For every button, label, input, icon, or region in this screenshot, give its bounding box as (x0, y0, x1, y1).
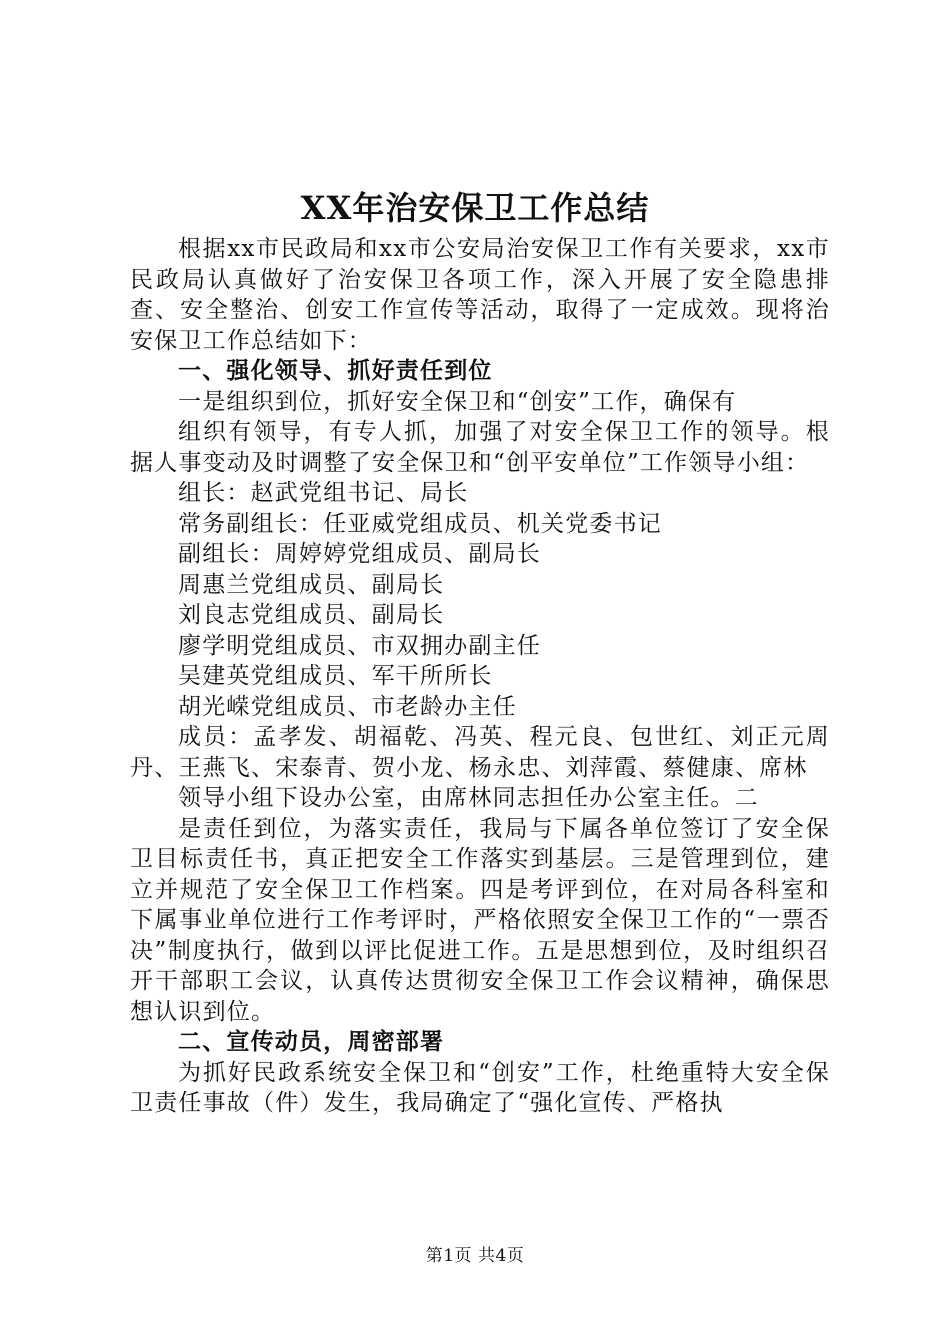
paragraph-intro: 根据xx市民政局和xx市公安局治安保卫工作有关要求，xx市民政局认真做好了治安保卫各项工作，深入开展了安全隐患排查、安全整治、创安工作宣传等活动，取得了一定成效。现将治安保卫工作总结如下： (130, 236, 830, 354)
section-heading-2: 二、宣传动员，周密部署 (178, 1029, 445, 1055)
paragraph-leadership: 组织有领导，有专人抓，加强了对安全保卫工作的领导。根据人事变动及时调整了安全保卫和“创平安单位”工作领导小组： (130, 419, 830, 476)
document-title: XX年治安保卫工作总结 (300, 189, 650, 227)
section-heading-1: 一、强化领导、抓好责任到位 (178, 358, 493, 384)
paragraph-responsibility: 是责任到位，为落实责任，我局与下属各单位签订了安全保卫目标责任书，真正把安全工作落实到基层。三是管理到位，建立并规范了安全保卫工作档案。四是考评到位，在对局各科室和下属事业单位进行工作考评时，严格依照安全保卫工作的“一票否决”制度执行，做到以评比促进工作。五是思想到位，及时组织召开干部职工会议，认真传达贯彻安全保卫工作会议精神，确保思想认识到位。 (130, 815, 830, 1025)
paragraph-office: 领导小组下设办公室，由席林同志担任办公室主任。二 (178, 785, 759, 811)
list-item-deputy-6: 胡光嵘党组成员、市老龄办主任 (178, 693, 517, 720)
paragraph-members: 成员：孟孝发、胡福乾、冯英、程元良、包世红、刘正元周丹、王燕飞、宋泰青、贺小龙、杨永忠、刘萍霞、蔡健康、席林 (130, 724, 830, 781)
paragraph-publicity: 为抓好民政系统安全保卫和“创安”工作，杜绝重特大安全保卫责任事故（件）发生，我局确定了“强化宣传、严格执 (130, 1059, 830, 1116)
list-item-deputy-5: 吴建英党组成员、军干所所长 (178, 663, 493, 689)
paragraph-organization: 一是组织到位，抓好安全保卫和“创安”工作，确保有 (178, 388, 737, 415)
list-item-deputy-4: 廖学明党组成员、市双拥办副主任 (178, 632, 541, 659)
document-body (130, 234, 830, 1119)
list-item-deputy-3: 刘良志党组成员、副局长 (178, 602, 445, 628)
list-item-leader: 组长：赵武党组书记、局长 (178, 480, 469, 506)
list-item-executive-deputy: 常务副组长：任亚威党组成员、机关党委书记 (178, 510, 662, 537)
list-item-deputy-1: 副组长：周婷婷党组成员、副局长 (178, 541, 541, 567)
page-footer: 第1页 共4页 (425, 1246, 525, 1266)
list-item-deputy-2: 周惠兰党组成员、副局长 (178, 571, 445, 598)
